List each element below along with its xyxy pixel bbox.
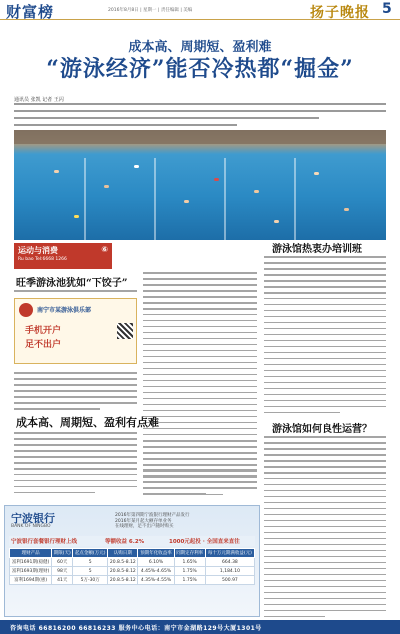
bank-strip [9, 536, 255, 546]
table-cell: 60天 [52, 558, 73, 567]
subhead-2: 成本高、周期短、盈利有点难 [16, 416, 159, 429]
table-header: 预期年化收益率 [138, 549, 174, 558]
table-cell: 1.75% [174, 576, 205, 585]
strip-item: 1000元起投 · 全国直来直往 [169, 539, 240, 545]
badge-sub: Ru bao Tel:6668 1266 [18, 257, 67, 262]
ad-line3: 足不出户 [25, 340, 62, 350]
table-cell: 98天 [52, 567, 73, 576]
column-1-text-c [14, 432, 137, 498]
paper-logo: 扬子晚报 [310, 5, 370, 21]
qr-code-icon [117, 323, 133, 339]
column-badge [14, 243, 112, 269]
table-cell: 5 [73, 567, 108, 576]
promo-line: 2016年第四期宁波银行理财产品发行 [115, 513, 190, 518]
table-cell: 500.97 [205, 576, 254, 585]
column-3-text-b [264, 436, 386, 622]
table-header: 每十万元期满收益(元) [205, 549, 254, 558]
table-header-row [10, 549, 255, 558]
kicker: 成本高、周期短、盈利难 [128, 40, 272, 55]
subhead-1: 旺季游泳池犹如“下饺子” [16, 278, 128, 289]
section-title: 财富榜 [6, 3, 55, 21]
table-header: 认购日期 [108, 549, 138, 558]
bank-english-name: BANK OF NINGBO [11, 524, 51, 529]
table-header: 理财产品 [10, 549, 52, 558]
column-3-text-a [264, 256, 386, 418]
ad-line2: 手机开户 [25, 326, 62, 336]
footer-bar [0, 620, 400, 634]
table-cell: 41天 [52, 576, 73, 585]
bank-name: 宁波银行 [11, 512, 55, 525]
footer-text: 咨询电话 66816200 66816233 服务中心电话：南宁市金湖路129号大厦1301号 [10, 625, 262, 632]
table-row [10, 567, 255, 576]
table-header: 期限(天) [52, 549, 73, 558]
promo-line: 在线理财，足不出户随时购买 [115, 524, 174, 529]
table-cell: 664.38 [205, 558, 254, 567]
table-cell: 4.45%-4.65% [138, 567, 174, 576]
headline: “游泳经济”能否冷热都“掘金” [46, 56, 354, 82]
table-cell: 5 [73, 558, 108, 567]
brokerage-ad [14, 298, 137, 364]
column-1-text-b [14, 372, 137, 414]
badge-title: 运动与消费 [18, 246, 58, 255]
table-cell: 1,184.10 [205, 567, 254, 576]
masthead [0, 0, 400, 20]
table-cell: 20.8.5-8.12 [108, 576, 138, 585]
page-number: 5 [382, 1, 392, 17]
swimming-pool-photo [14, 130, 386, 240]
column-2-text-b [143, 440, 257, 500]
table-cell: 富利1694期(惠) [10, 576, 52, 585]
promo-line: 2016年某月起大额存单业务 [115, 518, 172, 524]
rate-table [9, 548, 255, 585]
table-header: 同期定存利率 [174, 549, 205, 558]
table-cell: 1.75% [174, 567, 205, 576]
bank-promo [115, 512, 255, 529]
table-cell: 1.65% [174, 558, 205, 567]
table-row [10, 558, 255, 567]
bank-ad [4, 505, 260, 617]
lead-paragraph [14, 103, 386, 131]
table-cell: 6.10% [138, 558, 174, 567]
ad-line1: 南宁市某游泳俱乐部 [37, 307, 92, 314]
table-cell: 5万-30万 [73, 576, 108, 585]
table-cell: 20.8.5-8.12 [108, 558, 138, 567]
table-row [10, 576, 255, 585]
table-cell: 富利1693期(理财) [10, 567, 52, 576]
column-1-text-a [14, 290, 137, 296]
table-cell: 20.8.5-8.12 [108, 567, 138, 576]
strip-item: 等额收益 6.2% [105, 539, 145, 545]
subhead-3: 游泳馆热衷办培训班 [272, 244, 362, 255]
table-cell: 4.35%-4.55% [138, 576, 174, 585]
table-header: 起点金额(万元) [73, 549, 108, 558]
brokerage-logo-icon [19, 303, 33, 317]
strip-item: 宁波银行套餐银行理财上线 [11, 539, 78, 545]
byline: 通讯员 张凯 记者 王闪 [14, 97, 64, 103]
subhead-4: 游泳馆如何良性运营？ [272, 424, 372, 435]
table-cell: 富利1691期(稳健) [10, 558, 52, 567]
dateline: 2016年8月8日 | 星期一 | 责任编辑 | 美编 [108, 8, 193, 13]
badge-number: ⑥ [101, 245, 108, 254]
